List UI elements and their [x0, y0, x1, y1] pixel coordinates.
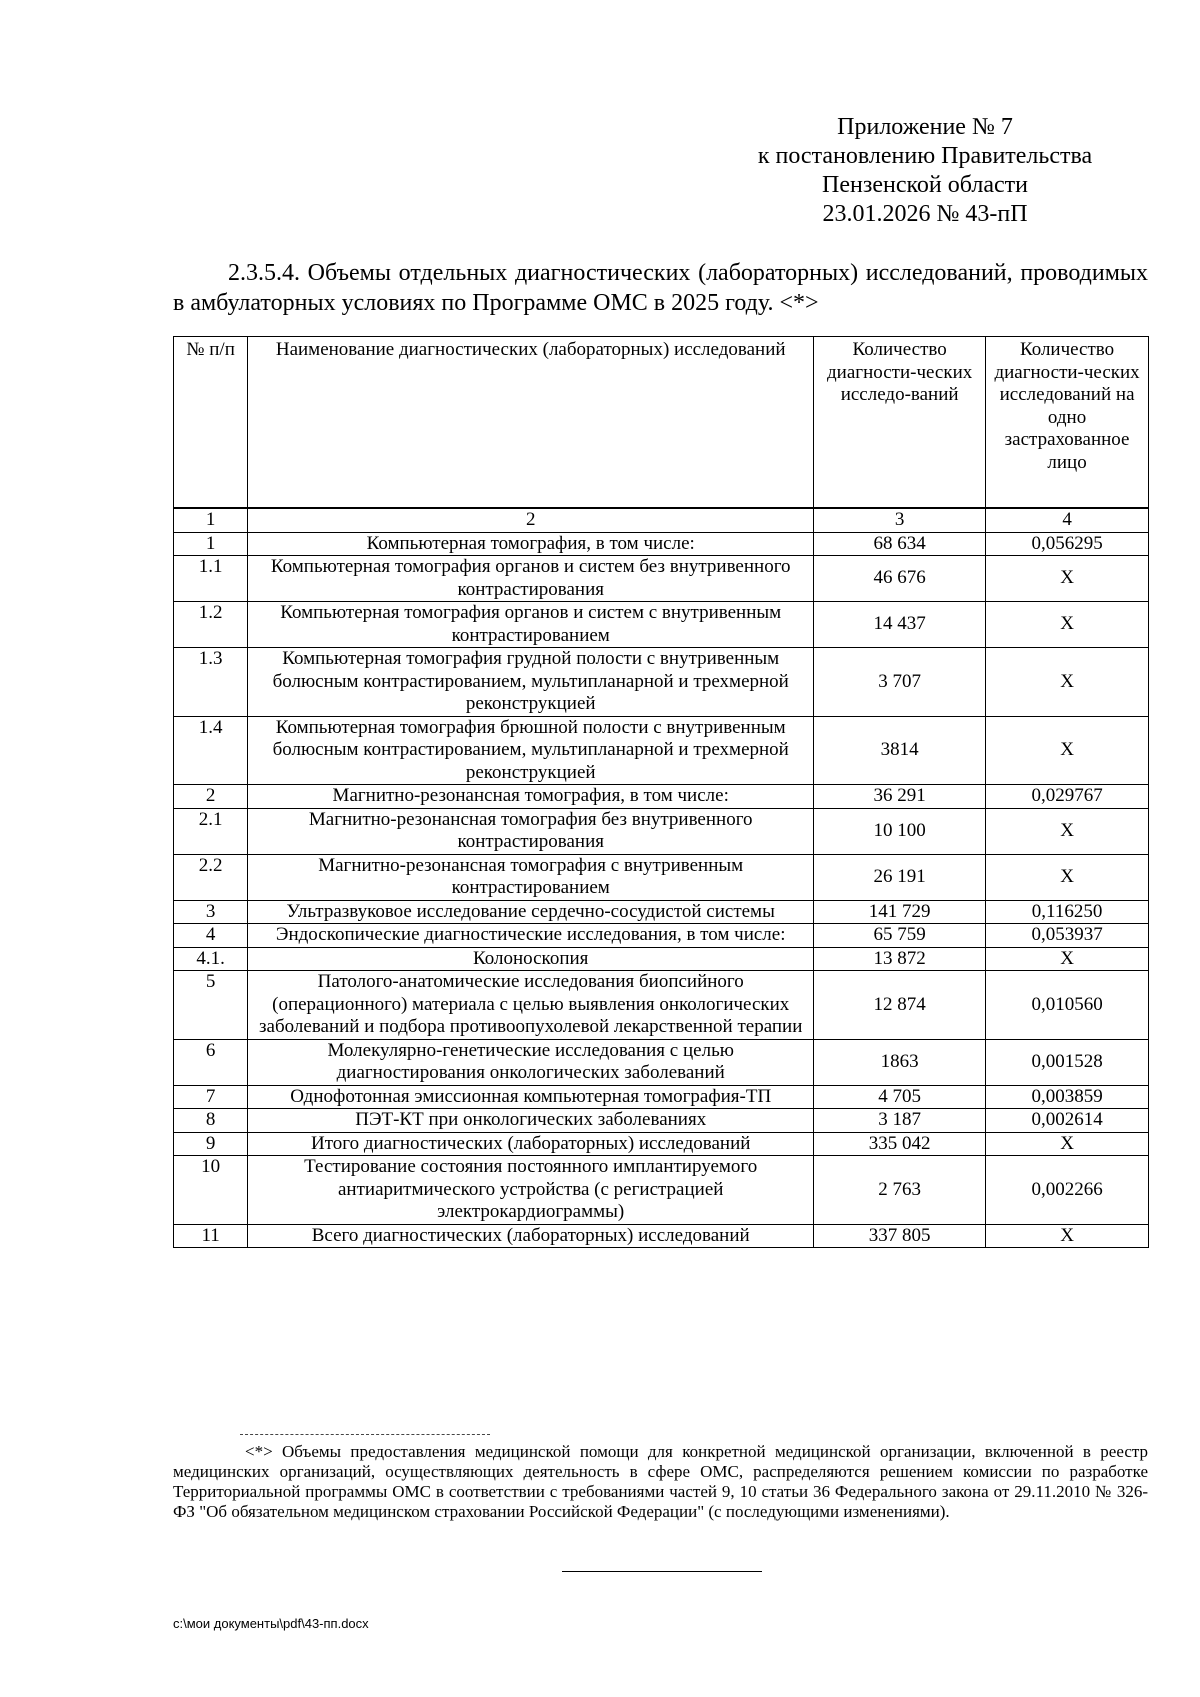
row-number: 2.2: [174, 854, 248, 900]
row-count: 68 634: [814, 532, 986, 556]
header-number: № п/п: [174, 337, 248, 509]
file-path: c:\мои документы\pdf\43-пп.docx: [173, 1616, 369, 1631]
row-per-person: 0,002614: [986, 1109, 1149, 1133]
row-per-person: 0,010560: [986, 971, 1149, 1040]
row-name: Ультразвуковое исследование сердечно-сосудистой системы: [248, 900, 814, 924]
row-number: 5: [174, 971, 248, 1040]
table-row: [174, 1109, 1149, 1133]
row-count: 26 191: [814, 854, 986, 900]
row-count: 46 676: [814, 556, 986, 602]
row-count: 3814: [814, 716, 986, 785]
row-count: 2 763: [814, 1156, 986, 1225]
table-body: [174, 532, 1149, 1248]
row-count: 3 707: [814, 648, 986, 717]
row-per-person: X: [986, 808, 1149, 854]
table-header-row: [174, 337, 1149, 509]
row-number: 3: [174, 900, 248, 924]
row-number: 10: [174, 1156, 248, 1225]
table-row: [174, 1132, 1149, 1156]
column-number-row: [174, 508, 1149, 532]
appendix-date-number: 23.01.2026 № 43-пП: [822, 201, 1028, 227]
row-per-person: 0,116250: [986, 900, 1149, 924]
row-name: Молекулярно-генетические исследования с целью диагностирования онкологических заболеваний: [248, 1039, 814, 1085]
row-name: Магнитно-резонансная томография без внутривенного контрастирования: [248, 808, 814, 854]
table-row: [174, 1085, 1149, 1109]
column-number: 2: [248, 508, 814, 532]
row-per-person: 0,053937: [986, 924, 1149, 948]
column-number: 4: [986, 508, 1149, 532]
row-count: 1863: [814, 1039, 986, 1085]
row-count: 36 291: [814, 785, 986, 809]
table-row: [174, 900, 1149, 924]
row-number: 2.1: [174, 808, 248, 854]
row-number: 1.4: [174, 716, 248, 785]
table-row: [174, 808, 1149, 854]
row-count: 337 805: [814, 1224, 986, 1248]
row-name: ПЭТ-КТ при онкологических заболеваниях: [248, 1109, 814, 1133]
column-number: 1: [174, 508, 248, 532]
row-count: 12 874: [814, 971, 986, 1040]
row-count: 65 759: [814, 924, 986, 948]
row-per-person: X: [986, 648, 1149, 717]
table-row: [174, 971, 1149, 1040]
row-per-person: X: [986, 716, 1149, 785]
table-row: [174, 785, 1149, 809]
row-count: 141 729: [814, 900, 986, 924]
row-per-person: X: [986, 1224, 1149, 1248]
header-per-person: Количество диагности-ческих исследований на одно застрахованное лицо: [986, 337, 1149, 509]
row-number: 1.2: [174, 602, 248, 648]
row-number: 9: [174, 1132, 248, 1156]
table-row: [174, 1039, 1149, 1085]
row-per-person: 0,002266: [986, 1156, 1149, 1225]
row-per-person: X: [986, 556, 1149, 602]
diagnostics-table: [173, 336, 1149, 1248]
row-number: 4.1.: [174, 947, 248, 971]
appendix-number: Приложение № 7: [837, 114, 1013, 140]
row-per-person: 0,003859: [986, 1085, 1149, 1109]
row-number: 4: [174, 924, 248, 948]
table-row: [174, 924, 1149, 948]
row-per-person: 0,029767: [986, 785, 1149, 809]
row-count: 335 042: [814, 1132, 986, 1156]
row-name: Компьютерная томография грудной полости с внутривенным болюсным контрастированием, мультипланарной и трехмерной реконструкцией: [248, 648, 814, 717]
row-per-person: X: [986, 854, 1149, 900]
appendix-block: [700, 113, 1150, 229]
section-heading: 2.3.5.4. Объемы отдельных диагностических (лабораторных) исследований, проводимых в амбулаторных условиях по Программе ОМС в 2025 году. <*>: [173, 260, 1148, 316]
table-row: [174, 648, 1149, 717]
column-number: 3: [814, 508, 986, 532]
row-number: 1.3: [174, 648, 248, 717]
row-number: 7: [174, 1085, 248, 1109]
footnote: <*> Объемы предоставления медицинской помощи для конкретной медицинской организации, включенной в реестр медицинских организаций, осуществляющих деятельность в сфере ОМС, распределяются решением комиссии по разработке Территориальной программы ОМС в соответствии с требованиями частей 9, 10 статьи 36 Федерального закона от 29.11.2010 № 326-ФЗ "Об обязательном медицинском страховании Российской Федерации" (с последующими изменениями).: [173, 1442, 1148, 1521]
row-number: 6: [174, 1039, 248, 1085]
row-number: 11: [174, 1224, 248, 1248]
row-per-person: X: [986, 947, 1149, 971]
row-name: Однофотонная эмиссионная компьютерная томография-ТП: [248, 1085, 814, 1109]
row-count: 4 705: [814, 1085, 986, 1109]
row-per-person: X: [986, 602, 1149, 648]
row-per-person: 0,001528: [986, 1039, 1149, 1085]
table-row: [174, 716, 1149, 785]
header-name: Наименование диагностических (лабораторных) исследований: [248, 337, 814, 509]
row-name: Магнитно-резонансная томография, в том числе:: [248, 785, 814, 809]
row-per-person: X: [986, 1132, 1149, 1156]
header-count: Количество диагности-ческих исследо-ваний: [814, 337, 986, 509]
table-row: [174, 947, 1149, 971]
row-name: Итого диагностических (лабораторных) исследований: [248, 1132, 814, 1156]
row-name: Компьютерная томография, в том числе:: [248, 532, 814, 556]
table-row: [174, 1156, 1149, 1225]
row-count: 13 872: [814, 947, 986, 971]
row-number: 1.1: [174, 556, 248, 602]
table-row: [174, 854, 1149, 900]
table-row: [174, 1224, 1149, 1248]
row-name: Компьютерная томография органов и систем с внутривенным контрастированием: [248, 602, 814, 648]
row-name: Тестирование состояния постоянного имплантируемого антиаритмического устройства (с регистрацией электрокардиограммы): [248, 1156, 814, 1225]
row-name: Компьютерная томография органов и систем без внутривенного контрастирования: [248, 556, 814, 602]
row-count: 3 187: [814, 1109, 986, 1133]
row-name: Патолого-анатомические исследования биопсийного (операционного) материала с целью выявления онкологических заболеваний и подбора противоопухолевой лекарственной терапии: [248, 971, 814, 1040]
table-row: [174, 602, 1149, 648]
row-number: 2: [174, 785, 248, 809]
appendix-resolution: к постановлению Правительства: [757, 143, 1093, 169]
table-row: [174, 532, 1149, 556]
row-name: Магнитно-резонансная томография с внутривенным контрастированием: [248, 854, 814, 900]
appendix-region: Пензенской области: [822, 172, 1028, 198]
row-per-person: 0,056295: [986, 532, 1149, 556]
footnote-separator: [240, 1434, 490, 1435]
end-line: [562, 1571, 762, 1572]
row-name: Всего диагностических (лабораторных) исследований: [248, 1224, 814, 1248]
row-name: Колоноскопия: [248, 947, 814, 971]
row-number: 8: [174, 1109, 248, 1133]
row-number: 1: [174, 532, 248, 556]
row-name: Компьютерная томография брюшной полости с внутривенным болюсным контрастированием, мультипланарной и трехмерной реконструкцией: [248, 716, 814, 785]
row-count: 14 437: [814, 602, 986, 648]
table-row: [174, 556, 1149, 602]
row-name: Эндоскопические диагностические исследования, в том числе:: [248, 924, 814, 948]
row-count: 10 100: [814, 808, 986, 854]
